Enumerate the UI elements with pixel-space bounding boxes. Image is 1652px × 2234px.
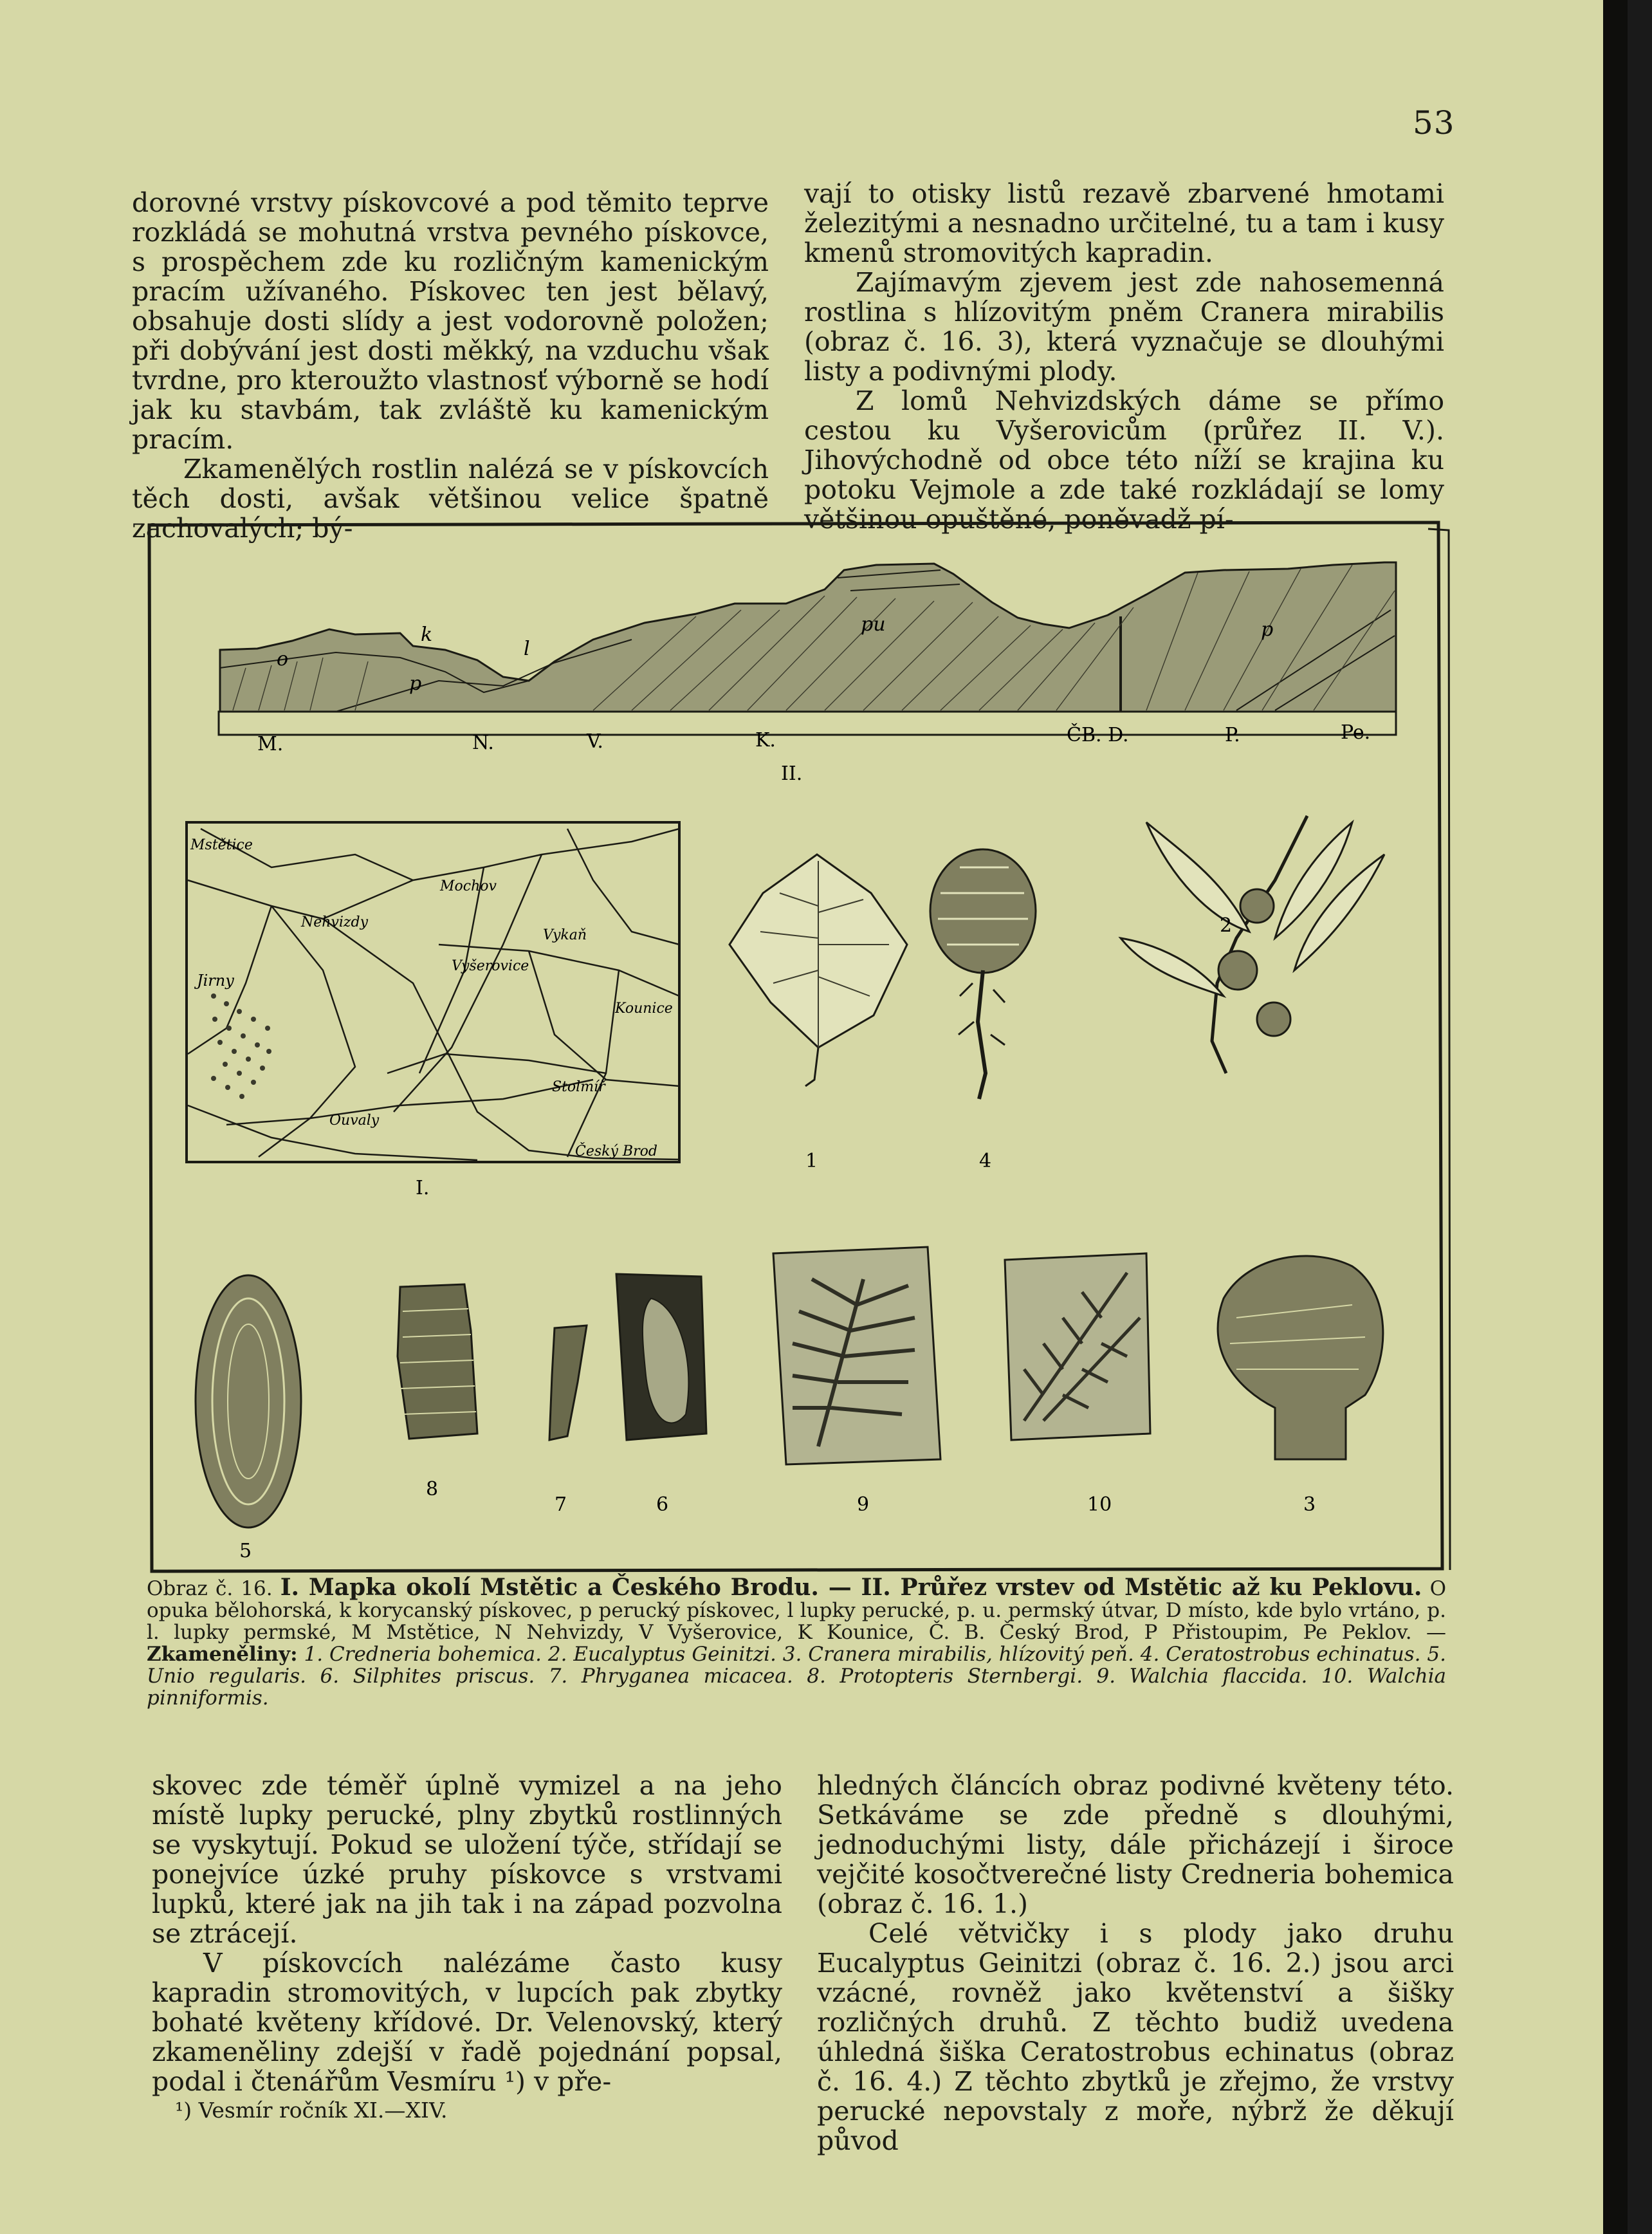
specimen-number: 8 — [426, 1478, 439, 1500]
caption-prefix: Obraz č. 16. — [147, 1577, 273, 1600]
section-marker: V. — [587, 730, 603, 753]
map-place: Český Brod — [575, 1143, 657, 1159]
section-number: II. — [781, 762, 803, 785]
specimen-number: 7 — [555, 1493, 567, 1516]
bottom-left-column — [152, 1771, 782, 2123]
fossil-shell-5 — [196, 1275, 301, 1528]
caption-fossils-label: Zkameněliny: — [147, 1643, 298, 1666]
specimen-number: 6 — [656, 1493, 669, 1516]
paragraph: Zkamenělých rostlin nalézá se v pískovcích těch dosti, avšak většinou velice špatně zachovalých; bý- — [132, 454, 769, 544]
map-place: Stolmíř — [552, 1079, 605, 1095]
section-marker: K. — [755, 729, 776, 752]
caption-title: I. Mapka okolí Mstětic a Českého Brodu. — II. Průřez vrstev od Mstětic až ku Peklovu. — [280, 1574, 1422, 1601]
map-inset — [187, 822, 679, 1199]
fossil-branch-2 — [1121, 816, 1384, 1073]
caption-fossils: 1. Credneria bohemica. 2. Eucalyptus Geinitzi. 3. Cranera mirabilis, hlízovitý peň. 4. Ceratostrobus echinatus. 5. Unio regularis. 6. Silphites priscus. 7. Phryganea micacea. 8. Protopteris Sternbergi. 9. Walchia flaccida. 10. Walchia pinniformis. — [147, 1643, 1446, 1710]
paragraph: Z lomů Nehvizdských dáme se přímo cestou ku Vyšerovicům (průřez II. V.). Jihovýchodně od obce této níží se krajina ku potoku Vejmole a zde také rozkládají se lomy většinou opuštěné, poněvadž pí- — [804, 385, 1444, 535]
stratum-label: k — [421, 623, 433, 646]
map-number: I. — [416, 1177, 430, 1199]
paragraph: V pískovcích nalézáme často kusy kapradin stromovitých, v lupcích pak zbytky bohaté květeny křídové. Dr. Velenovský, který zkameněliny zdejší v řadě pojednání popsal, podal i čtenářům Vesmíru ¹) v pře- — [152, 1948, 782, 2097]
fossil-fern-9 — [773, 1247, 941, 1464]
figure-16 — [143, 520, 1451, 1575]
cross-section — [219, 562, 1396, 785]
paragraph: Zajímavým zjevem jest zde nahosemenná rostlina s hlízovitým pněm Cranera mirabilis (obraz č. 16. 3), která vyznačuje se dlouhými listy a podivnými plody. — [804, 267, 1444, 387]
fossil-7 — [549, 1325, 587, 1440]
scan-edge — [1603, 0, 1628, 2234]
stratum-label: p — [1261, 618, 1274, 641]
section-marker: N. — [472, 732, 494, 754]
paragraph: skovec zde téměř úplně vymizel a na jeho místě lupky perucké, plny zbytků rostlinných se vyskytují. Pokud se uložení týče, střídají se ponejvíce úzké pruhy pískovce s vrstvami lupků, které jak na jih tak i na západ pozvolna se ztrácejí. — [152, 1770, 782, 1949]
section-marker: Pe. — [1341, 721, 1371, 744]
fossil-seed-6 — [616, 1274, 706, 1440]
paragraph: Celé větvičky i s plody jako druhu Eucalyptus Geinitzi (obraz č. 16. 2.) jsou arci vzácné, rovněž jako květenství a šišky rozličných druhů. Z těchto budiž uvedena úhledná šiška Ceratostrobus echinatus (obraz č. 16. 4.) Z těchto zbytků je zřejmo, že vrstvy perucké nepovstaly z moře, nýbrž že děkují původ — [817, 1918, 1454, 2156]
specimen-number: 2 — [1220, 914, 1233, 937]
page-number: 53 — [1413, 104, 1455, 142]
paragraph: dorovné vrstvy pískovcové a pod těmito teprve rozkládá se mohutná vrstva pevného pískovce, s prospěchem zde ku rozličným kamenickým pracím užívaného. Pískovec ten jest bělavý, obsahuje dosti slídy a jest vodorovně položen; při dobývání jest dosti měkký, na vzduchu však tvrdne, pro kteroužto vlastnosť výborně se hodí jak ku stavbám, tak zvláště ku kamenickým pracím. — [132, 187, 769, 455]
footnote: ¹) Vesmír ročník XI.—XIV. — [175, 2098, 448, 2123]
specimen-number: 10 — [1087, 1493, 1112, 1516]
section-marker: ČB. D. — [1067, 724, 1129, 746]
stratum-label: p — [409, 672, 422, 695]
top-left-column — [132, 188, 769, 543]
fossil-stump-3 — [1218, 1256, 1383, 1459]
top-right-column — [804, 179, 1444, 534]
section-marker: P. — [1225, 724, 1240, 746]
fossil-fern-10 — [1005, 1253, 1150, 1440]
bottom-right-column — [817, 1771, 1454, 2156]
map-place: Ouvaly — [329, 1112, 380, 1129]
map-place: Mstětice — [190, 837, 253, 853]
stratum-label: o — [277, 648, 289, 670]
specimen-number: 5 — [239, 1540, 252, 1562]
specimen-number: 4 — [979, 1150, 992, 1172]
map-place: Kounice — [615, 1001, 673, 1017]
fossil-trunk-8 — [398, 1284, 477, 1439]
map-place: Mochov — [440, 878, 497, 894]
figure-caption — [147, 1576, 1446, 1709]
map-place: Vykaň — [543, 927, 587, 943]
specimen-number: 9 — [857, 1493, 870, 1516]
map-place: Jirny — [197, 972, 234, 990]
stratum-label: pu — [861, 613, 886, 636]
fossil-leaf-1 — [730, 854, 907, 1086]
paragraph: vají to otisky listů rezavě zbarvené hmotami železitými a nesnadno určitelné, tu a tam i kusy kmenů stromovitých kapradin. — [804, 178, 1444, 268]
map-place: Vyšerovice — [452, 958, 529, 974]
caption-legend: O opuka bělohorská, k korycanský pískovec, p perucký pískovec, l lupky perucké, p. u. permský útvar, D místo, kde bylo vrtáno, p. l. lupky permské, M Mstětice, N Nehvizdy, V Vyšerovice, K Kounice, Č. B. Český Brod, P Přistoupim, Pe Peklov. — — [147, 1577, 1446, 1644]
map-place: Nehvizdy — [301, 914, 369, 930]
specimen-number: 3 — [1303, 1493, 1316, 1516]
paragraph: hledných článcích obraz podivné květeny této. Setkáváme se zde předně s dlouhými, jednoduchými listy, dále přicházejí i široce vejčité kosočtverečné listy Credneria bohemica (obraz č. 16. 1.) — [817, 1770, 1454, 1919]
stratum-label: l — [524, 638, 530, 660]
fossil-cone-4 — [930, 849, 1036, 1099]
specimen-number: 1 — [805, 1150, 818, 1172]
section-marker: M. — [257, 733, 284, 755]
